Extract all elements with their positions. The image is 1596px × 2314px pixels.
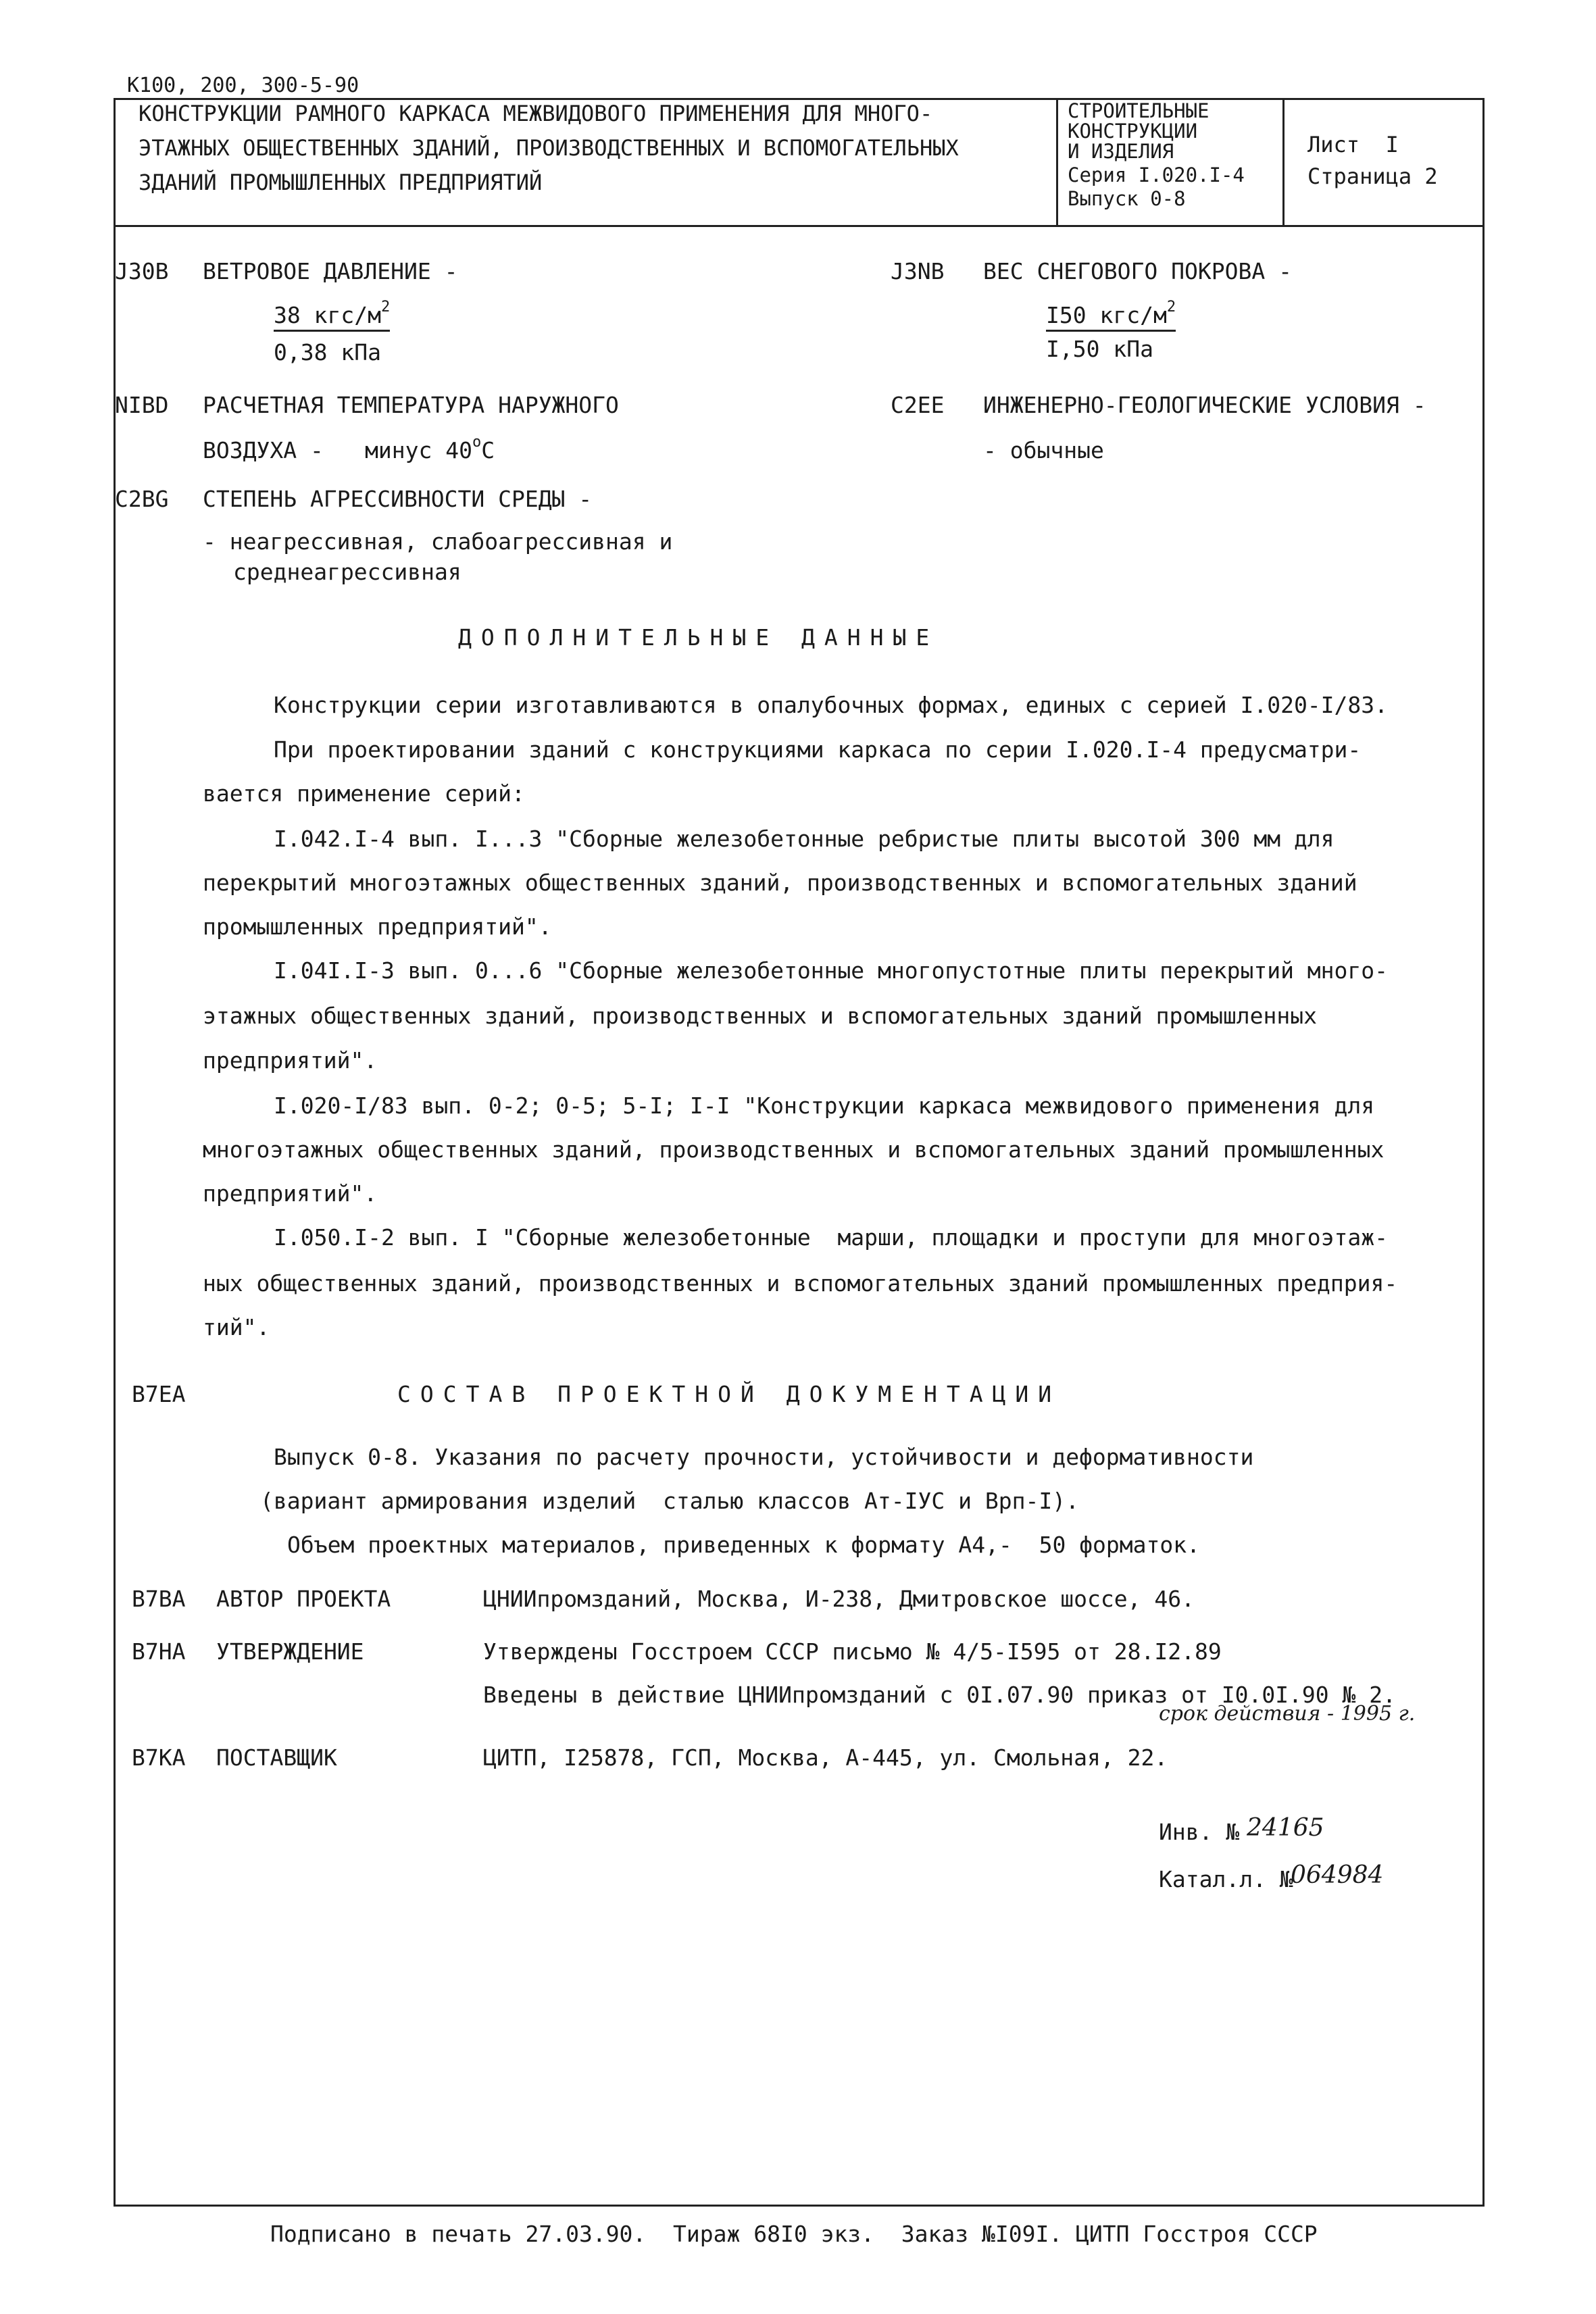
geo-code: C2EE	[891, 392, 945, 418]
doc-title-line-2: ЭТАЖНЫХ ОБЩЕСТВЕННЫХ ЗДАНИЙ, ПРОИЗВОДСТВЕННЫХ И ВСПОМОГАТЕЛЬНЫХ	[139, 135, 959, 161]
additional-line-5: перекрытий многоэтажных общественных зданий, производственных и вспомогательных зданий	[203, 870, 1357, 896]
aggr-code: C2BG	[115, 486, 169, 512]
wind-value-kpa: 0,38 кПа	[274, 339, 381, 366]
header-divider	[114, 225, 1482, 227]
supplier-value: ЦИТП, I25878, ГСП, Москва, А-445, ул. Смольная, 22.	[483, 1744, 1168, 1771]
sheet-number: Лист I	[1307, 132, 1399, 157]
supplier-code: B7KA	[132, 1744, 186, 1771]
author-value: ЦНИИпромзданий, Москва, И-238, Дмитровское шоссе, 46.	[483, 1586, 1195, 1612]
temp-value: минус $40^оС$	[365, 434, 495, 463]
aggr-value-1: - неагрессивная, слабоагрессивная и	[203, 528, 673, 555]
snow-value: I50 кгс/$м^2$	[1046, 304, 1176, 326]
aggr-value-2: среднеагрессивная	[233, 559, 462, 585]
additional-line-12: предприятий".	[203, 1180, 378, 1207]
additional-line-14: ных общественных зданий, производственных и вспомогательных зданий промышленных предприя-	[203, 1270, 1398, 1297]
series-number: Серия I.020.I-4	[1068, 164, 1245, 186]
additional-line-1: Конструкции серии изготавливаются в опалубочных формах, единых с серией I.020-I/83.	[274, 692, 1389, 718]
inventory-label: Инв. №	[1159, 1819, 1240, 1845]
composition-line-1: Выпуск 0-8. Указания по расчету прочности, устойчивости и деформативности	[274, 1444, 1254, 1470]
wind-label: ВЕТРОВОЕ ДАВЛЕНИЕ -	[203, 258, 458, 284]
temp-label-2: ВОЗДУХА -	[203, 437, 324, 463]
category-line-3: И ИЗДЕЛИЯ	[1068, 140, 1174, 163]
header-vdivider-1	[1056, 98, 1058, 226]
inventory-number: 24165	[1247, 1814, 1324, 1842]
composition-heading: СОСТАВ ПРОЕКТНОЙ ДОКУМЕНТАЦИИ	[397, 1381, 1062, 1407]
snow-value-kpa: I,50 кПа	[1046, 336, 1153, 362]
approval-handwritten-note: срок действия - 1995 г.	[1159, 1702, 1416, 1726]
aggr-label: СТЕПЕНЬ АГРЕССИВНОСТИ СРЕДЫ -	[203, 486, 593, 512]
additional-line-11: многоэтажных общественных зданий, производственных и вспомогательных зданий промышленных	[203, 1136, 1385, 1163]
additional-line-3: вается применение серий:	[203, 780, 525, 807]
additional-line-8: этажных общественных зданий, производственных и вспомогательных зданий промышленных	[203, 1003, 1318, 1029]
approval-code: B7HA	[132, 1638, 186, 1665]
approval-value-2: Введены в действие ЦНИИпромзданий с 0I.07.90 приказ от I0.0I.90 № 2.	[483, 1682, 1397, 1708]
geo-value: - обычные	[983, 437, 1104, 463]
composition-line-3: Объем проектных материалов, приведенных к формату А4,- 50 форматок.	[287, 1532, 1201, 1558]
wind-code: J30B	[115, 258, 169, 284]
approval-value: Утверждены Госстроем СССР письмо № 4/5-I595 от 28.I2.89	[483, 1638, 1222, 1665]
temp-code: NIBD	[115, 392, 169, 418]
author-code: B7BA	[132, 1586, 186, 1612]
author-label: АВТОР ПРОЕКТА	[216, 1586, 391, 1612]
page-number: Страница 2	[1307, 164, 1438, 189]
snow-label: ВЕС СНЕГОВОГО ПОКРОВА -	[983, 258, 1292, 284]
composition-code: B7EA	[132, 1381, 186, 1407]
additional-heading: ДОПОЛНИТЕЛЬНЫЕ ДАННЫЕ	[458, 624, 939, 651]
catalog-label: Катал.л. №	[1159, 1866, 1293, 1892]
doc-title-line-3: ЗДАНИЙ ПРОМЫШЛЕННЫХ ПРЕДПРИЯТИЙ	[139, 170, 543, 195]
composition-line-2: (вариант армирования изделий сталью классов Ат-IУС и Врп-I).	[260, 1488, 1079, 1514]
wind-value: 38 кгс/$м^2$	[274, 304, 390, 326]
additional-line-4: I.042.I-4 вып. I...3 "Сборные железобетонные ребристые плиты высотой 300 мм для	[274, 826, 1335, 852]
approval-label: УТВЕРЖДЕНИЕ	[216, 1638, 364, 1665]
header-vdivider-2	[1282, 98, 1285, 226]
additional-line-10: I.020-I/83 вып. 0-2; 0-5; 5-I; I-I "Конструкции каркаса межвидового применения для	[274, 1092, 1375, 1119]
doc-title-line-1: КОНСТРУКЦИИ РАМНОГО КАРКАСА МЕЖВИДОВОГО ПРИМЕНЕНИЯ ДЛЯ МНОГО-	[139, 101, 933, 126]
temp-label: РАСЧЕТНАЯ ТЕМПЕРАТУРА НАРУЖНОГО	[203, 392, 619, 418]
additional-line-15: тий".	[203, 1314, 270, 1340]
catalog-number: 064984	[1291, 1861, 1384, 1889]
category-line-1: СТРОИТЕЛЬНЫЕ	[1068, 99, 1210, 122]
supplier-label: ПОСТАВЩИК	[216, 1744, 337, 1771]
additional-line-9: предприятий".	[203, 1047, 378, 1074]
additional-line-6: промышленных предприятий".	[203, 913, 552, 940]
additional-line-7: I.04I.I-3 вып. 0...6 "Сборные железобетонные многопустотные плиты перекрытий много-	[274, 957, 1389, 984]
snow-code: J3NB	[891, 258, 945, 284]
additional-line-2: При проектировании зданий с конструкциями каркаса по серии I.020.I-4 предусматри-	[274, 736, 1362, 763]
series-code: К100, 200, 300-5-90	[127, 74, 359, 97]
geo-label: ИНЖЕНЕРНО-ГЕОЛОГИЧЕСКИЕ УСЛОВИЯ -	[983, 392, 1426, 418]
category-line-2: КОНСТРУКЦИИ	[1068, 120, 1198, 143]
additional-line-13: I.050.I-2 вып. I "Сборные железобетонные марши, площадки и проступи для многоэтаж-	[274, 1224, 1389, 1251]
issue-number: Выпуск 0-8	[1068, 187, 1186, 210]
print-footer: Подписано в печать 27.03.90. Тираж 68I0 экз. Заказ №I09I. ЦИТП Госстроя СССР	[270, 2221, 1318, 2247]
